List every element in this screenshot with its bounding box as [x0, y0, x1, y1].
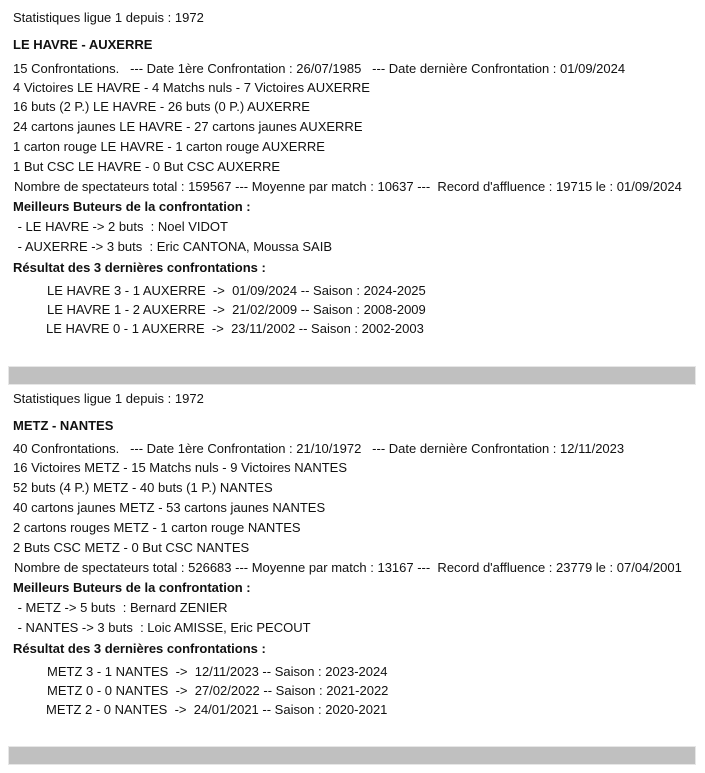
result-item: METZ 2 - 0 NANTES -> 24/01/2021 -- Saison : 2020-2021	[46, 702, 388, 717]
own-goals-line: 1 But CSC LE HAVRE - 0 But CSC AUXERRE	[13, 159, 281, 174]
top-scorer-item: - METZ -> 5 buts : Bernard ZENIER	[14, 600, 228, 615]
result-item: LE HAVRE 1 - 2 AUXERRE -> 21/02/2009 -- Saison : 2008-2009	[47, 302, 426, 317]
top-scorer-item: - NANTES -> 3 buts : Loic AMISSE, Eric PECOUT	[14, 620, 311, 635]
win-draw-record: 16 Victoires METZ - 15 Matchs nuls - 9 Victoires NANTES	[13, 460, 348, 475]
goals-line: 52 buts (4 P.) METZ - 40 buts (1 P.) NANTES	[13, 480, 273, 495]
yellow-cards-line: 24 cartons jaunes LE HAVRE - 27 cartons jaunes AUXERRE	[13, 119, 363, 134]
stats-header: Statistiques ligue 1 depuis : 1972	[13, 391, 204, 406]
match-title: METZ - NANTES	[13, 418, 114, 433]
top-scorer-item: - LE HAVRE -> 2 buts : Noel VIDOT	[14, 219, 228, 234]
confrontations-summary: 15 Confrontations. --- Date 1ère Confrontation : 26/07/1985 --- Date dernière Confrontation : 01/09/2024	[13, 61, 626, 76]
confrontations-summary: 40 Confrontations. --- Date 1ère Confrontation : 21/10/1972 --- Date dernière Confrontation : 12/11/2023	[13, 441, 625, 456]
attendance-line: Nombre de spectateurs total : 159567 --- Moyenne par match : 10637 --- Record d'affluence : 19715 le : 01/09/2024	[14, 179, 682, 194]
result-item: LE HAVRE 0 - 1 AUXERRE -> 23/11/2002 -- Saison : 2002-2003	[46, 321, 424, 336]
result-item: METZ 3 - 1 NANTES -> 12/11/2023 -- Saison : 2023-2024	[47, 664, 388, 679]
red-cards-line: 2 cartons rouges METZ - 1 carton rouge NANTES	[13, 520, 301, 535]
yellow-cards-line: 40 cartons jaunes METZ - 53 cartons jaunes NANTES	[13, 500, 326, 515]
red-cards-line: 1 carton rouge LE HAVRE - 1 carton rouge AUXERRE	[13, 139, 325, 154]
match-title: LE HAVRE - AUXERRE	[13, 37, 153, 52]
win-draw-record: 4 Victoires LE HAVRE - 4 Matchs nuls - 7 Victoires AUXERRE	[13, 80, 370, 95]
section-separator	[8, 746, 696, 765]
own-goals-line: 2 Buts CSC METZ - 0 But CSC NANTES	[13, 540, 250, 555]
result-item: LE HAVRE 3 - 1 AUXERRE -> 01/09/2024 -- Saison : 2024-2025	[47, 283, 426, 298]
stats-header: Statistiques ligue 1 depuis : 1972	[13, 10, 204, 25]
section-separator	[8, 366, 696, 385]
top-scorers-title: Meilleurs Buteurs de la confrontation :	[13, 199, 251, 214]
top-scorer-item: - AUXERRE -> 3 buts : Eric CANTONA, Moussa SAIB	[14, 239, 332, 254]
last-results-title: Résultat des 3 dernières confrontations :	[13, 641, 266, 656]
last-results-title: Résultat des 3 dernières confrontations :	[13, 260, 266, 275]
attendance-line: Nombre de spectateurs total : 526683 --- Moyenne par match : 13167 --- Record d'affluence : 23779 le : 07/04/2001	[14, 560, 682, 575]
top-scorers-title: Meilleurs Buteurs de la confrontation :	[13, 580, 251, 595]
result-item: METZ 0 - 0 NANTES -> 27/02/2022 -- Saison : 2021-2022	[47, 683, 389, 698]
goals-line: 16 buts (2 P.) LE HAVRE - 26 buts (0 P.) AUXERRE	[13, 99, 310, 114]
